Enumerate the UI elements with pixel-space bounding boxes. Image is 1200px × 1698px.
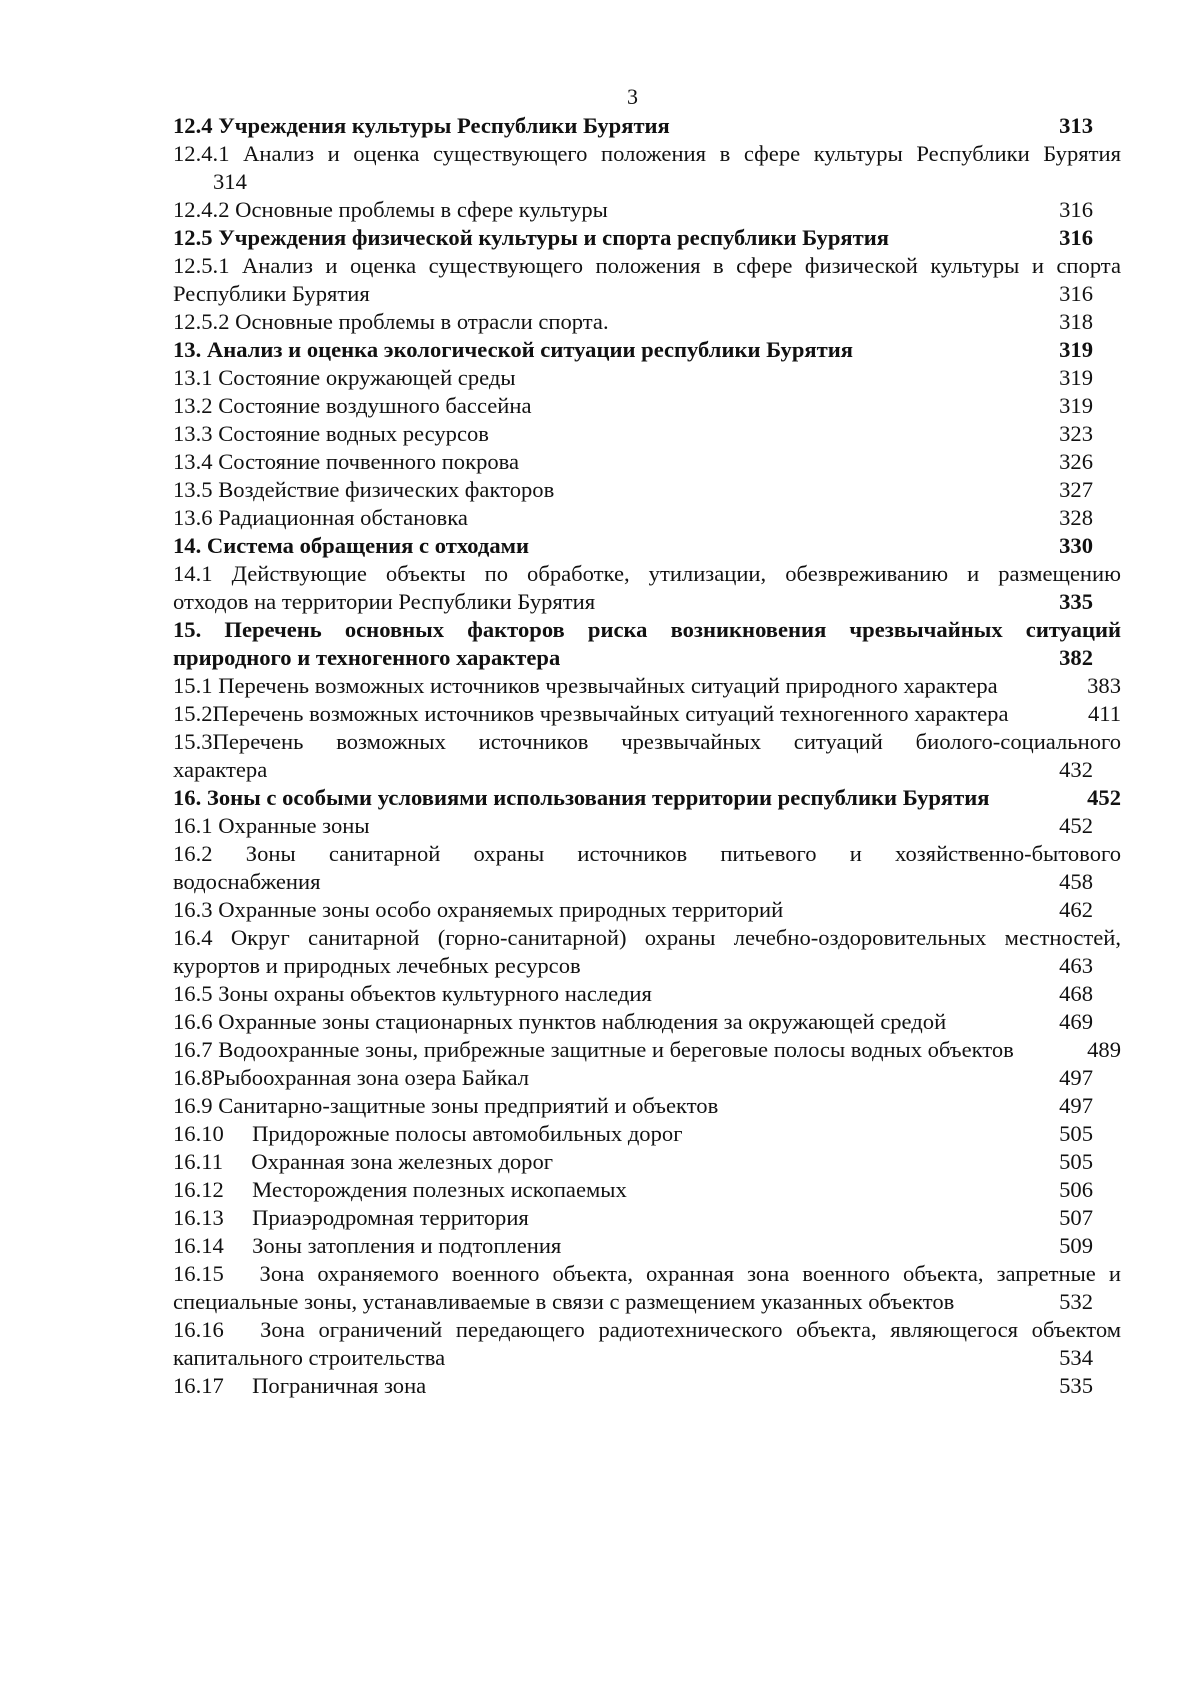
toc-entry-number: 16.6 [173,1009,213,1034]
toc-entry-page: 534 [1059,1345,1093,1370]
toc-entry-page: 335 [1059,589,1093,614]
toc-entry-text [173,812,370,840]
toc-entry-page: 532 [1059,1289,1093,1314]
toc-entry[interactable] [173,196,1121,224]
toc-entry[interactable] [173,1148,1121,1176]
toc-entry-page: 469 [1059,1009,1093,1034]
toc-entry-number: 15.3 [173,729,213,754]
toc-entry-page: 507 [1059,1205,1093,1230]
toc-entry[interactable] [173,1036,1121,1064]
toc-entry-title: Рыбоохранная зона озера Байкал [212,1065,530,1090]
toc-entry-page: 452 [1087,785,1121,810]
toc-entry[interactable] [173,784,1121,812]
toc-entry[interactable] [173,980,1121,1008]
toc-entry[interactable] [173,1008,1121,1036]
toc-entry-text [173,532,529,560]
toc-entry[interactable] [173,812,1121,840]
toc-entry-page: 313 [1059,113,1093,138]
toc-entry[interactable] [173,896,1121,924]
toc-entry[interactable] [173,728,1121,784]
toc-entry[interactable] [173,1176,1121,1204]
toc-entry-title: Радиационная обстановка [218,505,468,530]
toc-entry[interactable] [173,1232,1121,1260]
toc-entry-page: 383 [1087,673,1121,698]
toc-entry-page: 319 [1059,365,1093,390]
toc-entry-text [173,1064,529,1092]
toc-entry-page: 330 [1059,533,1093,558]
toc-entry-title: Округ санитарной (горно-санитарной) охраны лечебно-оздоровительных местностей, [230,925,1121,950]
toc-entry-title: Учреждения культуры Республики Бурятия [218,113,670,138]
toc-entry-number: 13.3 [173,421,213,446]
toc-entry[interactable] [173,336,1121,364]
toc-entry-text [173,1232,561,1260]
toc-entry-title: Состояние окружающей среды [218,365,516,390]
toc-entry-title: Состояние воздушного бассейна [218,393,532,418]
toc-entry[interactable] [173,840,1121,896]
toc-entry-number: 16.13 [173,1205,224,1230]
toc-entry[interactable] [173,364,1121,392]
toc-entry-page: 411 [1087,701,1121,726]
toc-entry-text [173,1120,682,1148]
toc-entry[interactable] [173,616,1121,672]
toc-entry[interactable] [173,308,1121,336]
toc-entry-title: Перечень возможных источников чрезвычайных ситуаций природного характера [218,673,998,698]
toc-entry-page: 509 [1059,1233,1093,1258]
toc-entry[interactable] [173,1092,1121,1120]
page-number: 3 [627,84,638,109]
toc-entry-number: 13.2 [173,393,213,418]
toc-entry-title: Перечень основных факторов риска возникновения чрезвычайных ситуаций [224,617,1121,642]
toc-entry-number: 16.14 [173,1233,224,1258]
toc-entry-text [173,504,468,532]
toc-entry-number: 12.5.1 [173,253,230,278]
toc-entry-title: Придорожные полосы автомобильных дорог [252,1121,683,1146]
toc-entry[interactable] [173,924,1121,980]
toc-entry-title: Охранные зоны особо охраняемых природных территорий [218,897,784,922]
toc-entry-number: 13.5 [173,477,213,502]
toc-entry-title: Водоохранные зоны, прибрежные защитные и береговые полосы водных объектов [218,1037,1014,1062]
toc-entry-text [173,980,652,1008]
toc-entry-title: Анализ и оценка существующего положения в сфере физической культуры и спорта [241,253,1121,278]
toc-entry-number: 15.1 [173,673,213,698]
toc-entry-title-continued: капитального строительства [173,1345,446,1370]
toc-entry-title: Месторождения полезных ископаемых [252,1177,627,1202]
toc-entry-text [173,112,670,140]
toc-entry-title: Охранные зоны [218,813,370,838]
toc-entry-number: 13.6 [173,505,213,530]
toc-entry[interactable] [173,672,1121,700]
toc-entry-text [173,308,609,336]
toc-entry-number: 16.7 [173,1037,213,1062]
toc-entry-page: 506 [1059,1177,1093,1202]
toc-entry-page: 326 [1059,449,1093,474]
toc-entry-number: 12.5 [173,225,213,250]
toc-entry-number: 16.1 [173,813,213,838]
toc-entry-page: 535 [1059,1373,1093,1398]
toc-entry[interactable] [173,532,1121,560]
toc-entry-page: 489 [1087,1037,1121,1062]
toc-entry-page: 327 [1059,477,1093,502]
toc-entry[interactable] [173,1316,1121,1372]
toc-entry[interactable] [173,140,1121,196]
toc-entry-title: Состояние почвенного покрова [218,449,520,474]
toc-entry-title-continued: характера [173,757,268,782]
toc-entry-title: Основные проблемы в отрасли спорта. [235,309,609,334]
toc-entry-title: Воздействие физических факторов [218,477,555,502]
toc-entry-title-continued: Республики Бурятия [173,281,370,306]
toc-entry-number: 16.9 [173,1093,213,1118]
toc-entry-page: 452 [1059,813,1093,838]
toc-entry-title: Приаэродромная территория [252,1205,529,1230]
toc-entry-page: 468 [1059,981,1093,1006]
toc-entry-title: Охранные зоны стационарных пунктов наблюдения за окружающей средой [218,1009,947,1034]
toc-entry-title: Зона ограничений передающего радиотехнического объекта, являющегося объектом [260,1317,1121,1342]
toc-entry-number: 16.12 [173,1177,224,1202]
toc-entry-page: 462 [1059,897,1093,922]
toc-entry-text [173,1372,426,1400]
toc-entry-text [173,700,1009,728]
toc-entry-number: 12.4.2 [173,197,230,222]
toc-entry-title-continued: специальные зоны, устанавливаемые в связи с размещением указанных объектов [173,1289,955,1314]
toc-entry-number: 16.16 [173,1317,224,1342]
toc-entry[interactable] [173,224,1121,252]
toc-entry-title: Зоны с особыми условиями использования территории республики Бурятия [206,785,990,810]
toc-entry-title: Зона охраняемого военного объекта, охранная зона военного объекта, запретные и [259,1261,1121,1286]
toc-entry-number: 16.15 [173,1261,224,1286]
toc-entry-page: 463 [1059,953,1093,978]
toc-entry-number: 15. [173,617,202,642]
toc-entry-title-continued: водоснабжения [173,869,321,894]
toc-entry-text [173,224,889,252]
toc-entry-text [173,1092,718,1120]
toc-entry-number: 16.17 [173,1373,224,1398]
toc-entry-page: 497 [1059,1093,1093,1118]
toc-entry-number: 13.1 [173,365,213,390]
toc-entry-text [173,364,516,392]
toc-entry[interactable] [173,420,1121,448]
toc-entry-text [173,476,554,504]
toc-entry[interactable] [173,1260,1121,1316]
toc-entry[interactable] [173,504,1121,532]
toc-entry-number: 16. [173,785,202,810]
toc-entry[interactable] [173,1372,1121,1400]
toc-entry-title: Система обращения с отходами [206,533,530,558]
toc-entry-page: 316 [1059,197,1093,222]
toc-entry-title: Зоны санитарной охраны источников питьевого и хозяйственно-бытового [245,841,1121,866]
toc-entry-number: 16.10 [173,1121,224,1146]
toc-entry-page: 318 [1059,309,1093,334]
toc-entry-title: Зоны затопления и подтопления [252,1233,562,1258]
toc-entry-number: 16.11 [173,1149,223,1174]
toc-entry-title: Пограничная зона [252,1373,427,1398]
toc-entry-number: 16.8 [173,1065,213,1090]
toc-entry-page: 458 [1059,869,1093,894]
toc-entry-text [173,1148,553,1176]
toc-entry-text [173,672,998,700]
toc-entry-title: Основные проблемы в сфере культуры [235,197,608,222]
toc-entry-title: Перечень возможных источников чрезвычайных ситуаций техногенного характера [212,701,1009,726]
toc-entry-title: Охранная зона железных дорог [251,1149,554,1174]
toc-entry-title: Санитарно-защитные зоны предприятий и объектов [218,1093,719,1118]
toc-entry-number: 16.4 [173,925,213,950]
toc-entry-page: 382 [1059,645,1093,670]
toc-entry-page: 432 [1059,757,1093,782]
toc-entry-number: 14. [173,533,202,558]
toc-entry-text [173,448,519,476]
toc-entry-title: Зоны охраны объектов культурного наследия [218,981,652,1006]
toc-entry-page: 505 [1059,1149,1093,1174]
toc-entry-text [173,1036,1014,1064]
toc-entry-title: Учреждения физической культуры и спорта республики Бурятия [218,225,889,250]
toc-entry-text [173,420,489,448]
toc-entry-page: 316 [1059,225,1093,250]
toc-entry-page: 323 [1059,421,1093,446]
toc-entry-title-continued: природного и техногенного характера [173,645,561,670]
toc-entry-number: 12.4.1 [173,141,230,166]
toc-entry-title-continued: курортов и природных лечебных ресурсов [173,953,581,978]
toc-entry[interactable] [173,392,1121,420]
toc-entry-page: 316 [1059,281,1093,306]
toc-entry-title: Анализ и оценка существующего положения в сфере культуры Республики Бурятия [243,141,1122,166]
toc-entry-number: 16.3 [173,897,213,922]
toc-entry-text [173,1008,946,1036]
toc-entry-title: Перечень возможных источников чрезвычайных ситуаций биолого-социального [212,729,1121,754]
toc-entry-title: Состояние водных ресурсов [218,421,489,446]
toc-entry-text [173,392,532,420]
toc-entry-number: 16.5 [173,981,213,1006]
toc-entry-number: 15.2 [173,701,213,726]
toc-entry-page: 314 [213,169,247,194]
toc-entry[interactable] [173,448,1121,476]
toc-entry-page: 328 [1059,505,1093,530]
toc-entry-title: Анализ и оценка экологической ситуации республики Бурятия [206,337,853,362]
toc-entry[interactable] [173,1064,1121,1092]
toc-entry[interactable] [173,700,1121,728]
toc-entry[interactable] [173,1120,1121,1148]
toc-entry[interactable] [173,1204,1121,1232]
toc-entry-text [173,784,990,812]
toc-entry-number: 12.5.2 [173,309,230,334]
toc-entry-number: 16.2 [173,841,213,866]
toc-entry-text [173,196,608,224]
toc-entry-title: Действующие объекты по обработке, утилизации, обезвреживанию и размещению [231,561,1121,586]
toc-entry-text [173,1204,529,1232]
toc-entry-number: 14.1 [173,561,213,586]
table-of-contents [173,112,1121,1400]
toc-entry[interactable] [173,112,1121,140]
toc-entry-title-continued: отходов на территории Республики Бурятия [173,589,596,614]
toc-entry[interactable] [173,476,1121,504]
toc-entry-text [173,1176,627,1204]
toc-entry-page: 505 [1059,1121,1093,1146]
toc-entry[interactable] [173,252,1121,308]
toc-entry-number: 13. [173,337,202,362]
toc-entry-text [173,336,853,364]
toc-entry-page: 319 [1059,393,1093,418]
toc-entry-page: 319 [1059,337,1093,362]
toc-entry-number: 13.4 [173,449,213,474]
toc-entry-number: 12.4 [173,113,213,138]
toc-entry-page: 497 [1059,1065,1093,1090]
toc-entry-text [173,896,783,924]
toc-entry[interactable] [173,560,1121,616]
